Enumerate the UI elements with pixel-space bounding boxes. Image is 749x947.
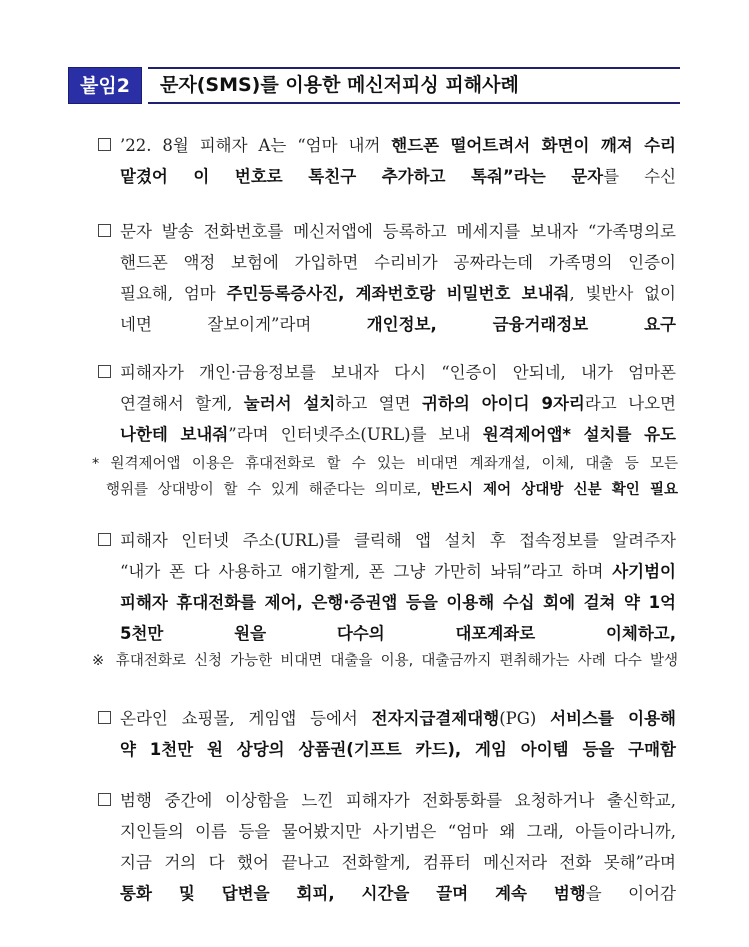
emphasis-text: 피해자 휴대전화를 제어, 은행·증권앱 등을 이용해 수십 회에 걸쳐 약 1억 [120,593,676,612]
text-line [120,734,676,765]
body-text: 핸드폰 액정 보험에 가입하면 수리비가 공짜라는데 가족명의 인증이 [120,253,676,272]
checkbox-bullet-icon [98,365,111,378]
section-header [68,67,680,104]
emphasis-text: 통화 및 답변을 회피, 시간을 끌며 계속 범행 [120,884,586,903]
emphasis-text: 서비스를 이용해 [550,709,676,728]
body-text: 필요해, 엄마 [120,284,227,303]
emphasis-text: 눌러서 설치 [243,394,336,413]
body-text: “내가 폰 다 사용하고 얘기할게, 폰 그냥 가만히 놔둬”라고 하며 [120,562,613,581]
body-text: 문자 발송 전화번호를 메신저앱에 등록하고 메세지를 보내자 “가족명의로 [120,222,676,241]
case-paragraph-4 [98,525,678,649]
body-text: ”라며 인터넷주소(URL)를 보내 [228,425,483,444]
case-paragraph-1 [98,130,678,192]
emphasis-text: 주민등록증사진, 계좌번호랑 비밀번호 보내줘 [226,284,570,303]
body-text: ※ 휴대전화로 신청 가능한 비대면 대출을 이용, 대출금까지 편취해가는 사례 다수 발생 [92,653,678,669]
emphasis-text: 반드시 제어 상대방 신분 확인 필요 [430,482,678,498]
emphasis-text: 사기범이 [612,562,676,581]
body-text: 온라인 쇼핑몰, 게임앱 등에서 [120,709,372,728]
body-text: (PG) [499,709,551,728]
text-line [120,309,676,340]
text-line [120,878,676,909]
body-text: 범행 중간에 이상함을 느낀 피해자가 전화통화를 요청하거나 출신학교, [120,791,676,810]
footnote-remote-app [92,451,678,503]
body-text: 피해자가 개인·금융정보를 보내자 다시 “인증이 안되네, 내가 엄마폰 [120,363,676,382]
emphasis-text: 맡겼어 이 번호로 톡친구 추가하고 톡줘”라는 문자 [120,167,604,186]
text-line [120,216,676,247]
body-text: 하고 열면 [335,394,422,413]
text-line [120,130,676,161]
emphasis-text: 개인정보, 금융거래정보 요구 [366,315,676,334]
emphasis-text: 귀하의 아이디 9자리 [422,394,585,413]
body-text: 를 수신 [603,167,677,186]
text-line [120,816,676,847]
text-line [92,451,678,477]
case-paragraph-2 [98,216,678,340]
body-text: ’22. 8월 피해자 A는 “엄마 내꺼 [120,136,392,155]
text-line [120,161,676,192]
text-line [92,648,678,674]
body-text: 지금 거의 다 했어 끝나고 전화할게, 컴퓨터 메신저라 전화 못해”라며 [120,853,676,872]
text-line [120,847,676,878]
checkbox-bullet-icon [98,533,111,546]
text-line [120,703,676,734]
emphasis-text: 5천만 원을 다수의 대포계좌로 이체하고, [120,624,676,643]
body-text: 연결해서 할게, [120,394,244,413]
text-line [120,419,676,450]
emphasis-text: 핸드폰 떨어트려서 화면이 깨져 수리 [391,136,676,155]
text-line [106,477,678,503]
emphasis-text: 나한테 보내줘 [120,425,229,444]
attachment-badge: 붙임2 [68,67,142,104]
text-line [120,388,676,419]
page-title: 문자(SMS)를 이용한 메신저피싱 피해사례 [160,74,519,96]
emphasis-text: 약 1천만 원 상당의 상품권(기프트 카드), 게임 아이템 등을 구매함 [120,740,676,759]
body-text: 을 이어감 [585,884,676,903]
body-text: 네면 잘보이게”라며 [120,315,367,334]
title-rule-bottom [148,102,680,104]
text-line [120,618,676,649]
checkbox-bullet-icon [98,224,111,237]
case-paragraph-6 [98,785,678,909]
checkbox-bullet-icon [98,138,111,151]
text-line [120,556,676,587]
text-line [120,587,676,618]
text-line [120,247,676,278]
body-text: 라고 나오면 [584,394,676,413]
body-text: 피해자 인터넷 주소(URL)를 클릭해 앱 설치 후 접속정보를 알려주자 [120,531,676,550]
emphasis-text: 원격제어앱* 설치를 유도 [482,425,676,444]
text-line [120,525,676,556]
case-paragraph-3 [98,357,678,450]
body-text: , 빛반사 없이 [569,284,676,303]
checkbox-bullet-icon [98,793,111,806]
text-line [120,278,676,309]
body-text: 행위를 상대방이 할 수 있게 해준다는 의미로, [106,482,431,498]
emphasis-text: 전자지급결제대행 [371,709,500,728]
case-paragraph-5 [98,703,678,765]
note-loan [92,648,678,674]
body-text: 지인들의 이름 등을 물어봤지만 사기범은 “엄마 왜 그래, 아들이라니까, [120,822,676,841]
checkbox-bullet-icon [98,711,111,724]
body-text: * 원격제어앱 이용은 휴대전화로 할 수 있는 비대면 계좌개설, 이체, 대출 등 모든 [92,456,678,472]
text-line [120,785,676,816]
text-line [120,357,676,388]
